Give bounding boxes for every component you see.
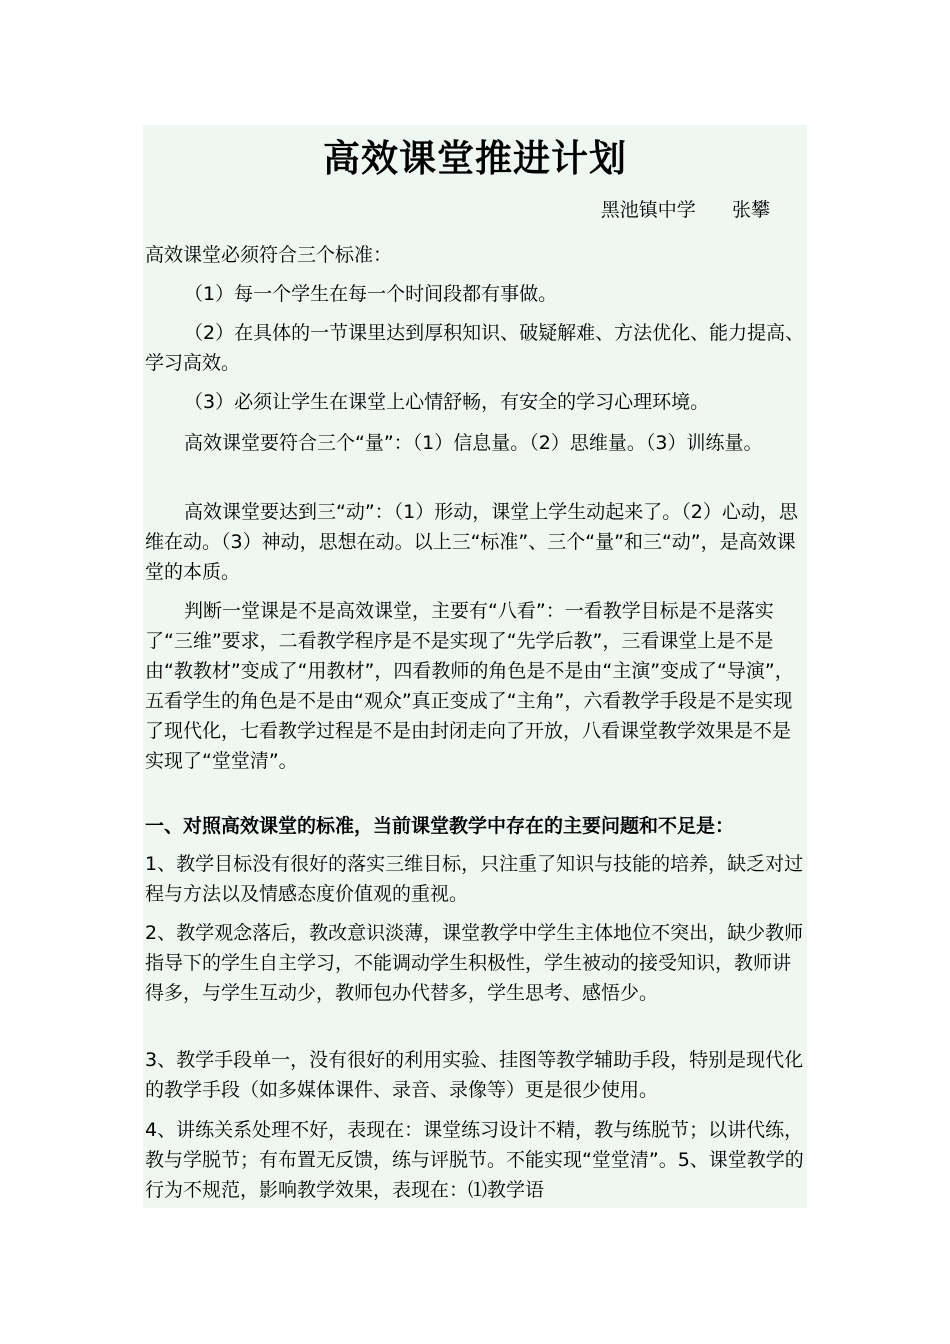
paragraph-standard-3: （3）必须让学生在课堂上心情舒畅，有安全的学习心理环境。 bbox=[184, 391, 710, 413]
paragraph-three-moves: 高效课堂要达到三“动”：（1）形动，课堂上学生动起来了。（2）心动，思维在动。（3）神动，思想在动。以上三“标准”、三个“量”和三“动”，是高效课堂的本质。 bbox=[145, 501, 798, 583]
paragraph-standard-1: （1）每一个学生在每一个时间段都有事做。 bbox=[184, 283, 558, 305]
list-item-problem-4-5: 4、讲练关系处理不好，表现在：课堂练习设计不精，教与练脱节；以讲代练，教与学脱节；有布置无反馈，练与评脱节。不能实现“堂堂清”。5、课堂教学的行为不规范，影响教学效果，表现在：⑴教学语 bbox=[145, 1119, 804, 1201]
paragraph-standards-intro: 高效课堂必须符合三个标准： bbox=[145, 244, 393, 266]
paragraph-three-quantities: 高效课堂要符合三个“量”：（1）信息量。（2）思维量。（3）训练量。 bbox=[184, 432, 763, 454]
section-heading-problems: 一、对照高效课堂的标准，当前课堂教学中存在的主要问题和不足是： bbox=[145, 815, 735, 837]
document-title: 高效课堂推进计划 bbox=[323, 136, 627, 180]
paragraph-standard-2: （2）在具体的一节课里达到厚积知识、破疑解难、方法优化、能力提高、学习高效。 bbox=[145, 322, 805, 374]
list-item-problem-3: 3、教学手段单一，没有很好的利用实验、挂图等教学辅助手段，特别是现代化的教学手段（如多媒体课件、录音、录像等）更是很少使用。 bbox=[145, 1049, 804, 1101]
list-item-problem-1: 1、教学目标没有很好的落实三维目标，只注重了知识与技能的培养，缺乏对过程与方法以及情感态度价值观的重视。 bbox=[145, 853, 804, 905]
paragraph-eight-looks: 判断一堂课是不是高效课堂，主要有“八看”：一看教学目标是不是落实了“三维”要求，二看教学程序是不是实现了“先学后教”，三看课堂上是不是由“教教材”变成了“用教材”，四看教师的角色是不是由“主演”变成了“导演”，五看学生的角色是不是由“观众”真正变成了“主角”，六看教学手段是不是实现了现代化，七看教学过程是不是由封闭走向了开放，八看课堂教学效果是不是实现了“堂堂清”。 bbox=[145, 600, 794, 772]
list-item-problem-2: 2、教学观念落后，教改意识淡薄，课堂教学中学生主体地位不突出，缺少教师指导下的学生自主学习，不能调动学生积极性，学生被动的接受知识，教师讲得多，与学生互动少，教师包办代替多，学生思考、感悟少。 bbox=[145, 922, 804, 1004]
author-line: 黑池镇中学 张攀 bbox=[600, 199, 770, 221]
